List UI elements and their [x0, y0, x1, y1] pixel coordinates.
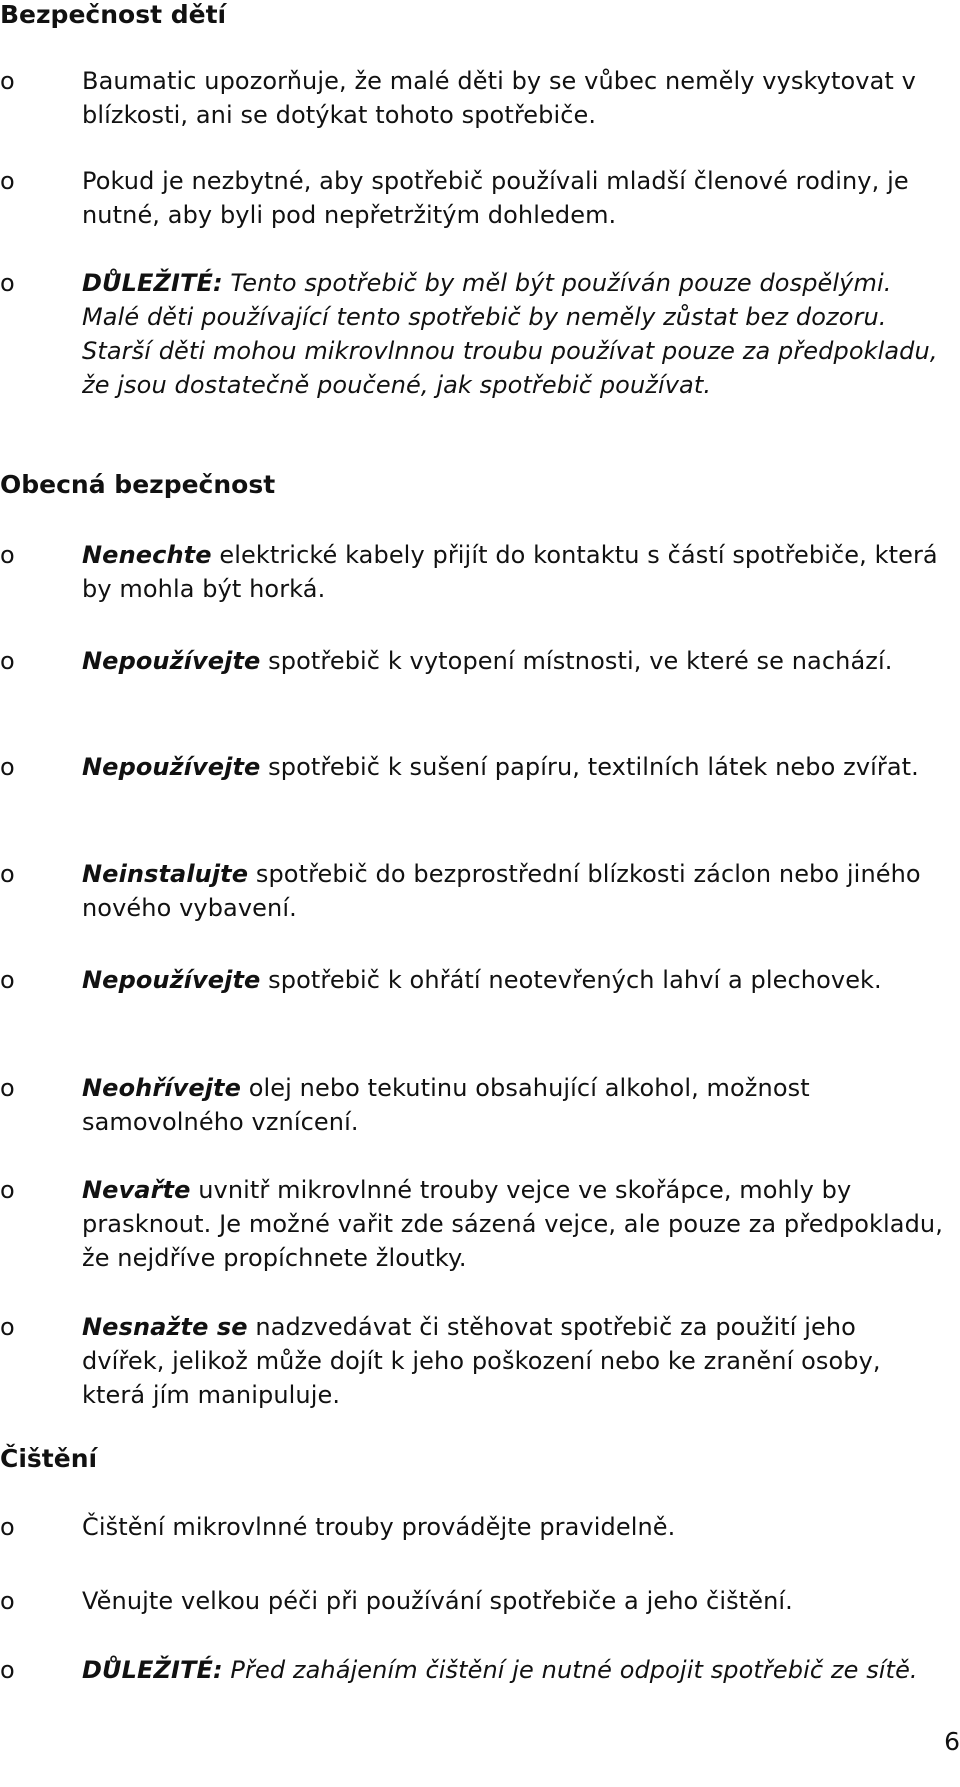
list-item-text — [82, 857, 945, 925]
list-item-text — [82, 1653, 945, 1687]
list-item — [0, 64, 945, 132]
list-item-body: elektrické kabely přijít do kontaktu s částí spotřebiče, která by mohla být horká. — [82, 541, 938, 603]
list-item-text — [82, 1071, 945, 1139]
list-item-body: Před zahájením čištění je nutné odpojit spotřebič ze sítě. — [222, 1656, 918, 1684]
list-item-body: spotřebič k ohřátí neotevřených lahví a plechovek. — [260, 966, 882, 994]
list-item-text: Čištění mikrovlnné trouby provádějte pravidelně. — [82, 1513, 676, 1541]
bullet-marker: o — [0, 1313, 15, 1341]
list-item-text — [82, 538, 945, 606]
page-number: 6 — [944, 1727, 960, 1756]
list-item — [0, 1310, 945, 1412]
list-item — [0, 857, 945, 925]
list-item-body: nadzvedávat či stěhovat spotřebič za použití jeho dvířek, jelikož může dojít k jeho poškození nebo ke zranění osoby, která jím manipuluje. — [82, 1313, 881, 1409]
emphasis-label: Nepoužívejte — [82, 647, 261, 675]
emphasis-label: Nevařte — [82, 1176, 191, 1204]
list-item-text: Pokud je nezbytné, aby spotřebič používali mladší členové rodiny, je nutné, aby byli pod nepřetržitým dohledem. — [82, 167, 909, 229]
bullet-marker: o — [0, 966, 15, 994]
emphasis-label: DŮLEŽITÉ: — [82, 1656, 223, 1684]
list-item-text — [82, 1310, 945, 1412]
list-item-text — [82, 266, 945, 402]
bullet-marker: o — [0, 269, 15, 297]
list-item-text — [82, 1173, 945, 1275]
list-item-body: uvnitř mikrovlnné trouby vejce ve skořápce, mohly by prasknout. Je možné vařit zde sázená vejce, ale pouze za předpokladu, že nejdříve propíchnete žloutky. — [82, 1176, 943, 1272]
list-item — [0, 1173, 945, 1275]
emphasis-label: Nenechte — [82, 541, 212, 569]
bullet-marker: o — [0, 860, 15, 888]
bullet-marker: o — [0, 1656, 15, 1684]
emphasis-label: Neohřívejte — [82, 1074, 241, 1102]
bullet-marker: o — [0, 1513, 15, 1541]
list-item-text — [82, 750, 945, 784]
bullet-marker: o — [0, 541, 15, 569]
list-item — [0, 266, 945, 402]
section-heading-child-safety: Bezpečnost dětí — [0, 0, 227, 29]
section-heading-general-safety: Obecná bezpečnost — [0, 470, 276, 499]
emphasis-label: Nepoužívejte — [82, 753, 261, 781]
list-item — [0, 1071, 945, 1139]
bullet-marker: o — [0, 167, 15, 195]
section-heading-cleaning: Čištění — [0, 1444, 98, 1473]
list-item-body: spotřebič do bezprostřední blízkosti záclon nebo jiného nového vybavení. — [82, 860, 921, 922]
list-item-text: Baumatic upozorňuje, že malé děti by se vůbec neměly vyskytovat v blízkosti, ani se dotýkat tohoto spotřebiče. — [82, 67, 916, 129]
emphasis-label: Nepoužívejte — [82, 966, 261, 994]
list-item — [0, 164, 945, 232]
bullet-marker: o — [0, 753, 15, 781]
list-item-text: Věnujte velkou péči při používání spotřebiče a jeho čištění. — [82, 1587, 793, 1615]
list-item-body: olej nebo tekutinu obsahující alkohol, možnost samovolného vznícení. — [82, 1074, 810, 1136]
list-item-body: spotřebič k vytopení místnosti, ve které se nachází. — [260, 647, 893, 675]
list-item — [0, 538, 945, 606]
list-item-text — [82, 644, 945, 678]
list-item-text — [82, 963, 945, 997]
bullet-marker: o — [0, 1176, 15, 1204]
list-item-body: Tento spotřebič by měl být používán pouze dospělými. Malé děti používající tento spotřebič by neměly zůstat bez dozoru. Starší děti mohou mikrovlnnou troubu používat pouze za předpokladu, že jsou dostatečně poučené, jak spotřebič používat. — [82, 269, 938, 399]
list-item — [0, 750, 945, 784]
emphasis-label: DŮLEŽITÉ: — [82, 269, 223, 297]
list-item — [0, 1510, 945, 1544]
emphasis-label: Neinstalujte — [82, 860, 249, 888]
list-item — [0, 1584, 945, 1618]
bullet-marker: o — [0, 1074, 15, 1102]
bullet-marker: o — [0, 67, 15, 95]
list-item-body: spotřebič k sušení papíru, textilních látek nebo zvířat. — [260, 753, 919, 781]
emphasis-label: Nesnažte se — [82, 1313, 248, 1341]
bullet-marker: o — [0, 1587, 15, 1615]
list-item — [0, 1653, 945, 1687]
bullet-marker: o — [0, 647, 15, 675]
list-item — [0, 963, 945, 997]
list-item — [0, 644, 945, 678]
